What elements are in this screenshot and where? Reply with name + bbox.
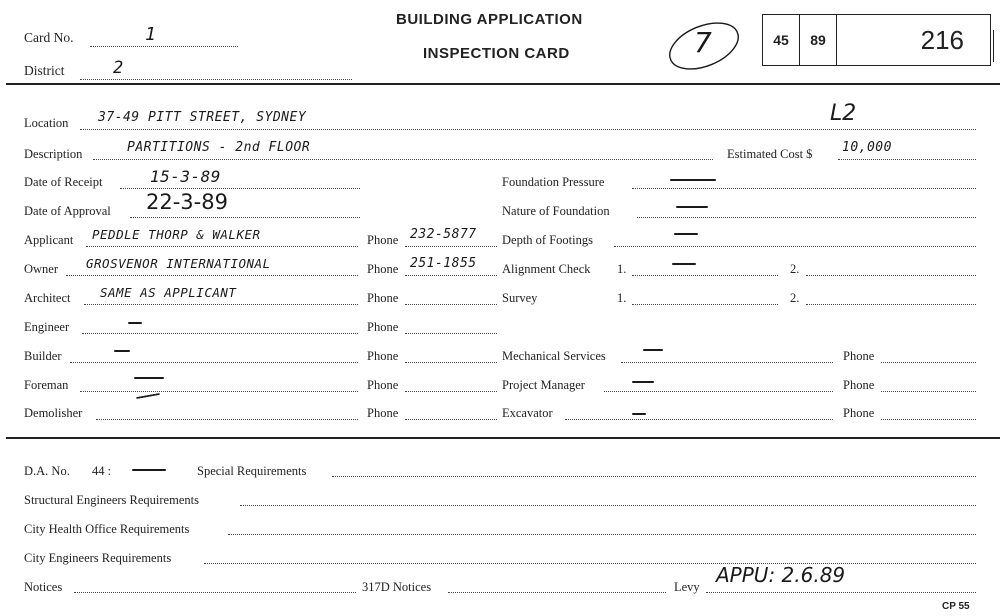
architect-line xyxy=(84,304,358,305)
architect-value: SAME AS APPLICANT xyxy=(100,285,237,300)
date-approval-label: Date of Approval xyxy=(24,204,111,218)
circled-mark-value: 7 xyxy=(694,26,712,59)
architect-phone-line xyxy=(405,304,497,305)
builder-dash xyxy=(114,350,130,352)
depth-footings-label: Depth of Footings xyxy=(502,233,593,247)
reference-number-box xyxy=(762,14,991,66)
engineer-line xyxy=(82,333,358,334)
date-receipt-value: 15-3-89 xyxy=(150,167,221,186)
mechanical-phone-label: Phone xyxy=(843,349,875,363)
architect-label: Architect xyxy=(24,291,71,305)
foreman-phone-line xyxy=(405,391,497,392)
demolisher-phone-line xyxy=(405,419,497,420)
card-no-label: Card No. xyxy=(24,30,74,45)
survey-1-label: 1. xyxy=(617,291,627,305)
card-no-value: 1 xyxy=(145,24,157,45)
survey-label: Survey xyxy=(502,291,538,305)
mechanical-label: Mechanical Services xyxy=(502,349,606,363)
foreman-line xyxy=(80,391,358,392)
foreman-phone-label: Phone xyxy=(367,378,399,392)
city-engineers-label: City Engineers Requirements xyxy=(24,551,172,565)
builder-phone-line xyxy=(405,362,497,363)
engineer-phone-label: Phone xyxy=(367,320,399,334)
district-label: District xyxy=(24,63,65,78)
da-dash xyxy=(132,469,166,471)
district-line xyxy=(80,79,352,80)
mechanical-phone-line xyxy=(881,362,976,363)
project-manager-line xyxy=(604,391,833,392)
owner-phone-line xyxy=(405,275,497,276)
city-engineers-line xyxy=(204,563,976,564)
form-title-line2: INSPECTION CARD xyxy=(423,45,570,62)
levy-line xyxy=(706,592,976,593)
owner-phone-label: Phone xyxy=(367,262,399,276)
estimated-cost-line xyxy=(838,159,976,160)
demolisher-line xyxy=(96,419,358,420)
right-edge-mark xyxy=(993,30,1000,62)
description-label: Description xyxy=(24,147,83,161)
owner-line xyxy=(66,275,358,276)
mechanical-dash xyxy=(643,349,663,351)
notices-317d-line xyxy=(448,592,666,593)
applicant-phone-line xyxy=(405,246,497,247)
owner-label: Owner xyxy=(24,262,59,276)
foundation-pressure-label: Foundation Pressure xyxy=(502,175,605,189)
description-line xyxy=(93,159,713,160)
applicant-phone-label: Phone xyxy=(367,233,399,247)
project-manager-label: Project Manager xyxy=(502,378,585,392)
depth-footings-line xyxy=(614,246,976,247)
ref-box-b: 89 xyxy=(800,15,837,65)
demolisher-dash xyxy=(136,393,160,399)
excavator-line xyxy=(565,419,833,420)
date-receipt-line xyxy=(120,188,360,189)
survey-2-label: 2. xyxy=(790,291,800,305)
engineer-phone-line xyxy=(405,333,497,334)
applicant-line xyxy=(86,246,358,247)
card-no-line xyxy=(90,46,238,47)
engineer-dash xyxy=(128,322,142,324)
date-approval-line xyxy=(130,217,360,218)
project-manager-phone-label: Phone xyxy=(843,378,875,392)
location-value: 37-49 PITT STREET, SYDNEY xyxy=(98,110,307,125)
excavator-phone-line xyxy=(881,419,976,420)
notices-line xyxy=(74,592,356,593)
circled-mark xyxy=(662,18,746,74)
form-code: CP 55 xyxy=(942,601,970,612)
date-receipt-label: Date of Receipt xyxy=(24,175,103,189)
alignment-1-line xyxy=(632,275,778,276)
foundation-pressure-dash xyxy=(670,179,716,181)
notices-317d-label: 317D Notices xyxy=(362,580,432,594)
alignment-2-line xyxy=(806,275,976,276)
location-line xyxy=(80,129,976,130)
margin-note: L2 xyxy=(830,101,857,126)
mechanical-line xyxy=(621,362,833,363)
applicant-phone-value: 232-5877 xyxy=(410,227,477,242)
health-line xyxy=(228,534,976,535)
health-label: City Health Office Requirements xyxy=(24,522,190,536)
form-title-line1: BUILDING APPLICATION xyxy=(396,11,583,28)
ref-box-a: 45 xyxy=(763,15,800,65)
special-requirements-label: Special Requirements xyxy=(197,464,307,478)
main-divider xyxy=(6,437,1000,439)
description-value: PARTITIONS - 2nd FLOOR xyxy=(127,140,311,155)
excavator-label: Excavator xyxy=(502,406,553,420)
foundation-pressure-line xyxy=(632,188,976,189)
alignment-dash xyxy=(672,263,696,265)
location-label: Location xyxy=(24,116,69,130)
header-divider xyxy=(6,83,1000,85)
nature-foundation-dash xyxy=(676,206,708,208)
engineer-label: Engineer xyxy=(24,320,70,334)
structural-line xyxy=(240,505,976,506)
applicant-value: PEDDLE THORP & WALKER xyxy=(92,227,261,242)
demolisher-label: Demolisher xyxy=(24,406,83,420)
notices-label: Notices xyxy=(24,580,63,594)
architect-phone-label: Phone xyxy=(367,291,399,305)
estimated-cost-value: 10,000 xyxy=(842,140,892,155)
da-value: 44 : xyxy=(92,464,112,478)
date-approval-value: 22-3-89 xyxy=(146,190,228,214)
alignment-1-label: 1. xyxy=(617,262,627,276)
foreman-dash xyxy=(134,377,164,379)
owner-phone-value: 251-1855 xyxy=(410,256,477,271)
levy-label: Levy xyxy=(674,580,700,594)
da-label: D.A. No. xyxy=(24,464,70,478)
builder-line xyxy=(70,362,358,363)
depth-footings-dash xyxy=(674,233,698,235)
district-value: 2 xyxy=(113,58,124,78)
estimated-cost-label: Estimated Cost $ xyxy=(727,147,813,161)
foreman-label: Foreman xyxy=(24,378,69,392)
demolisher-phone-label: Phone xyxy=(367,406,399,420)
alignment-2-label: 2. xyxy=(790,262,800,276)
builder-phone-label: Phone xyxy=(367,349,399,363)
project-manager-dash xyxy=(632,381,654,383)
structural-label: Structural Engineers Requirements xyxy=(24,493,199,507)
excavator-phone-label: Phone xyxy=(843,406,875,420)
survey-2-line xyxy=(806,304,976,305)
nature-foundation-label: Nature of Foundation xyxy=(502,204,610,218)
nature-foundation-line xyxy=(637,217,976,218)
survey-1-line xyxy=(632,304,778,305)
project-manager-phone-line xyxy=(881,391,976,392)
owner-value: GROSVENOR INTERNATIONAL xyxy=(86,256,271,271)
builder-label: Builder xyxy=(24,349,62,363)
excavator-dash xyxy=(632,413,646,415)
special-requirements-line xyxy=(332,476,976,477)
applicant-label: Applicant xyxy=(24,233,74,247)
ref-box-number: 216 xyxy=(920,24,964,55)
alignment-label: Alignment Check xyxy=(502,262,591,276)
levy-value: APPU: 2.6.89 xyxy=(716,563,846,587)
